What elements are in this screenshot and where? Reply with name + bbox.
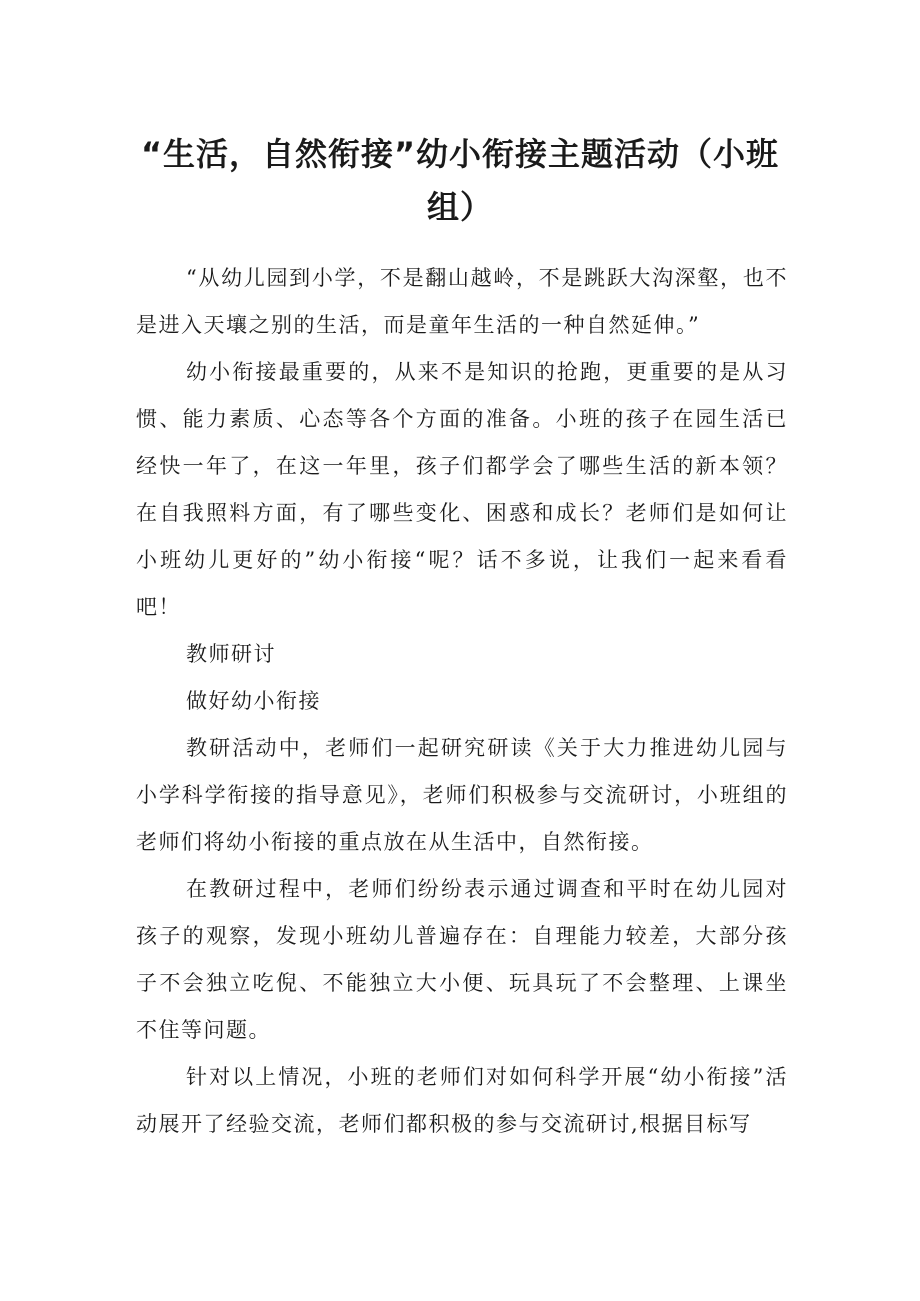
section-heading-teacher-discussion: 教师研讨 xyxy=(186,642,276,666)
intro-paragraph: 幼小衔接最重要的，从来不是知识的抢跑，更重要的是从习惯、能力素质、心态等各个方面的准备。小班的孩子在园生活已经快一年了，在这一年里，孩子们都学会了哪些生活的新本领？在自我照料方面，有了哪些变化、困惑和成长？老师们是如何让小班幼儿更好的”幼小衔接“呢？话不多说，让我们一起来看看吧！ xyxy=(136,360,788,619)
exchange-paragraph: 针对以上情况，小班的老师们对如何科学开展“幼小衔接”活动展开了经验交流，老师们都积极的参与交流研讨,根据目标写 xyxy=(136,1065,788,1136)
observation-paragraph: 在教研过程中，老师们纷纷表示通过调查和平时在幼儿园对孩子的观察，发现小班幼儿普遍存在：自理能力较差，大部分孩子不会独立吃倪、不能独立大小便、玩具玩了不会整理、上课坐不住等问题。 xyxy=(136,877,788,1042)
research-paragraph: 教研活动中，老师们一起研究研读《关于大力推进幼儿园与小学科学衔接的指导意见》，老师们积极参与交流研讨，小班组的老师们将幼小衔接的重点放在从生活中，自然衔接。 xyxy=(136,736,788,854)
section-subheading-transition: 做好幼小衔接 xyxy=(186,689,321,713)
document-title: “生活，自然衔接”幼小衔接主题活动（小班组） xyxy=(140,135,780,226)
document-body xyxy=(136,255,788,1148)
quote-paragraph: “从幼儿园到小学，不是翻山越岭，不是跳跃大沟深壑，也不是进入天壤之别的生活，而是童年生活的一种自然延伸。” xyxy=(136,266,788,337)
